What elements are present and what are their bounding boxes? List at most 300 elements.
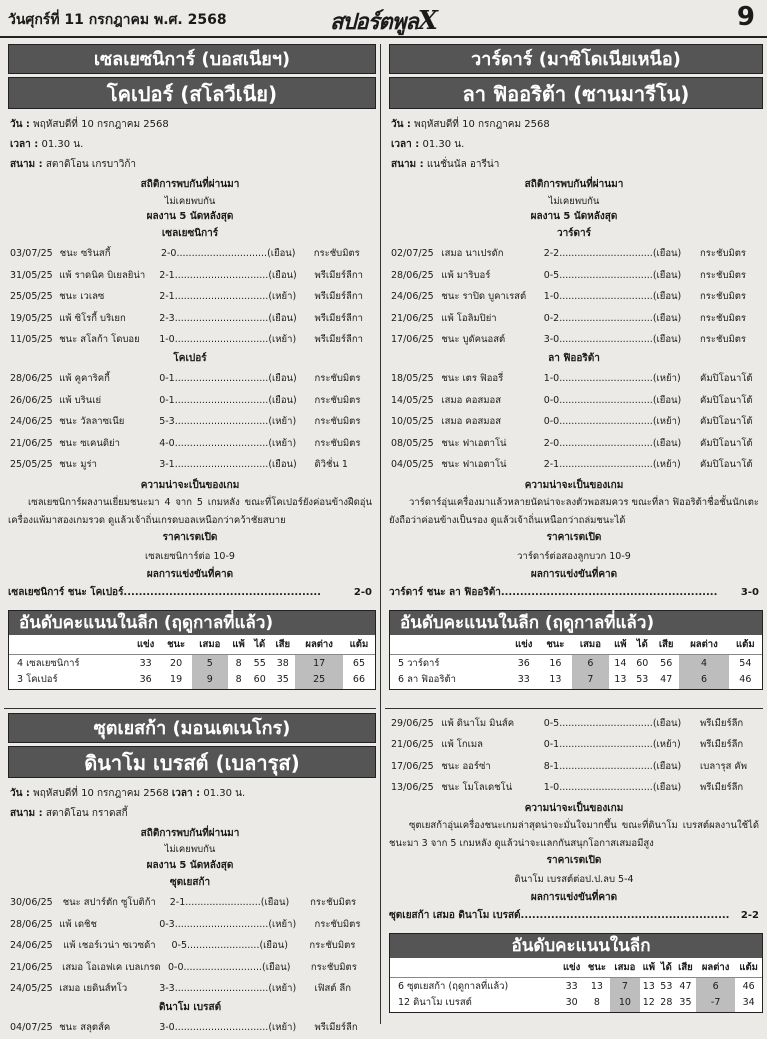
result-date: 21/06/25 (10, 961, 53, 973)
analysis-text: ซุตเยสก้าอุ่นเครื่องชนะเกมล่าสุดน่าจะมั่นใจมากขึ้น ขณะที่ดินาโม เบรสต์ผลงานใช้ได้ชนะมา 3 จาก 5 เกมหลัง ดูแล้วน่าจะแลกกันสนุกโอกาสเสมอมีสูง (389, 820, 759, 850)
result-competition: พรีเมียร์ลีก (700, 782, 744, 794)
analysis-text: วาร์ดาร์อุ่นเครื่องมาแล้วหลายนัดน่าจะลงตัวพอสมควร ขณะที่ลา ฟิออริต้าชื่อชั้นนักเตะยังถือว่าค่อนข้างเป็นรอง ดูแล้วเจ้าถิ่นเหนือกว่าถล่มชนะได้ (389, 497, 759, 527)
result-result: แพ้ มาริบอร์ (441, 269, 491, 281)
page-header (0, 0, 767, 38)
result-result: แพ้ ซิโรกี้ บริเยก (59, 312, 126, 324)
table-cell: 12 ดินาโม เบรสต์ (398, 997, 472, 1009)
table-cell: 4 (679, 655, 728, 672)
result-date: 26/06/25 (10, 394, 53, 406)
column-header: แข่ง (559, 958, 584, 978)
result-row (4, 914, 376, 936)
result-venue: (เหย้า) (652, 739, 681, 751)
result-competition: พรีเมียร์ลีกา (314, 334, 363, 346)
table-cell: 6 (572, 655, 610, 672)
results-list (4, 368, 376, 476)
result-result: เสมอ เยดินส์ทโว (59, 983, 128, 995)
table-cell: 3 โคเปอร์ (17, 674, 58, 686)
result-venue: (เหย้า) (652, 459, 681, 471)
result-date: 31/05/25 (10, 269, 53, 281)
prediction-title: ผลการแข่งขันที่คาด (530, 891, 618, 903)
results-list (385, 713, 763, 799)
table-cell: 20 (170, 657, 183, 669)
result-date: 21/06/25 (391, 739, 434, 751)
result-venue: (เยือน) (268, 394, 297, 406)
result-competition: คัมปิโอนาโต้ (700, 437, 753, 449)
table-cell: 7 (572, 672, 610, 689)
result-competition: คัมปิโอนาโต้ (700, 373, 753, 385)
league-banner: วาร์ดาร์ (มาซิโดเนียเหนือ) (389, 44, 763, 74)
table-cell: 16 (549, 657, 562, 669)
result-venue: (เยือน) (267, 248, 296, 260)
table-cell: 13 (614, 674, 627, 686)
result-date: 04/05/25 (391, 459, 434, 471)
match-info: วัน : พฤหัสบดีที่ 10 กรกฎาคม 2568 เวลา : 01.30 น. สนาม : แนชั่นนัล อารีน่า (391, 119, 550, 170)
result-result: ชนะ โมโลเดชโน่ (441, 782, 513, 794)
table-cell: 36 (517, 657, 530, 669)
result-venue: (เยือน) (652, 334, 682, 346)
result-competition: พรีเมียร์ลีก (700, 739, 744, 751)
table-cell: 53 (660, 980, 673, 992)
result-row (4, 411, 376, 433)
result-venue: (เยือน) (652, 291, 682, 303)
page-number: 9 (736, 2, 755, 32)
result-venue: (เยือน) (652, 760, 682, 772)
result-score: 2-0.............................. (160, 248, 268, 260)
prediction-title: ผลการแข่งขันที่คาด (146, 568, 234, 580)
analysis-title: ความน่าจะเป็นของเกม (140, 479, 240, 491)
result-row (4, 265, 376, 287)
column-header (390, 958, 559, 978)
result-score: 0-3............................... (159, 918, 269, 930)
result-result: แพ้ คูคาริคกี้ (59, 373, 110, 385)
result-date: 21/06/25 (391, 312, 434, 324)
table-cell: 38 (276, 657, 289, 669)
column-header: ผลต่าง (696, 958, 735, 978)
table-cell: -7 (696, 995, 735, 1012)
odds-text: วาร์ดาร์ต่อสองลูกบวก 10-9 (517, 550, 631, 562)
result-date: 28/06/25 (10, 918, 53, 930)
result-row (385, 368, 763, 390)
result-score: 0-5............................... (543, 717, 653, 729)
result-score: 5-3............................... (159, 416, 269, 428)
result-venue: (เยือน) (262, 961, 291, 973)
result-score: 4-0............................... (159, 437, 269, 449)
prediction-title: ผลการแข่งขันที่คาด (530, 568, 618, 580)
table-cell: 65 (352, 657, 365, 669)
result-venue: (เยือน) (652, 437, 682, 449)
h2h-title: สถิติการพบกันที่ผ่านมา (524, 179, 624, 190)
result-result: ชนะ ฟาเอตาโน่ (441, 459, 507, 471)
analysis-title: ความน่าจะเป็นของเกม (524, 479, 624, 491)
table-cell: 10 (610, 995, 640, 1012)
result-competition: กระชับมิตร (309, 940, 356, 952)
prediction: วาร์ดาร์ ชนะ ลา ฟิออริต้า......................................................... 3-0 (389, 587, 759, 599)
result-competition: คัมปิโอนาโต้ (700, 459, 753, 471)
result-result: แพ้ โอลิมปิย่า (441, 312, 497, 324)
league-banner: เซลเยซนิการ์ (บอสเนียฯ) (8, 44, 376, 74)
result-score: 2-1............................... (159, 269, 269, 281)
result-row (385, 734, 763, 756)
table-cell: 6 (679, 672, 728, 689)
table-row (390, 655, 762, 672)
match-time: 01.30 น. (41, 139, 84, 150)
column-header: เสีย (653, 635, 679, 655)
table-cell: 47 (679, 980, 692, 992)
result-row (385, 713, 763, 735)
result-score: 0-5............................... (543, 269, 653, 281)
column-header: เสมอ (572, 635, 610, 655)
result-score: 2-0............................... (543, 437, 653, 449)
table-cell: 14 (614, 657, 627, 669)
result-competition: กระชับมิตร (310, 961, 357, 973)
table-cell: 56 (660, 657, 673, 669)
odds-text: ดินาโม เบรสต์ต่อป.ป.ลบ 5-4 (514, 873, 634, 885)
table-cell: 34 (742, 997, 755, 1009)
team-heading: วาร์ดาร์ (556, 227, 592, 239)
table-row (9, 655, 375, 672)
table-cell: 55 (253, 657, 266, 669)
result-row (385, 756, 763, 778)
result-row (385, 411, 763, 433)
result-venue: (เยือน) (268, 312, 297, 324)
result-competition: คัมปิโอนาโต้ (700, 416, 753, 428)
table-cell: 8 (235, 657, 242, 669)
column-header: แพ้ (640, 958, 658, 978)
column-header: แข่ง (508, 635, 539, 655)
column-header: เสีย (270, 635, 295, 655)
result-date: 24/05/25 (10, 983, 53, 995)
result-row (4, 433, 376, 455)
league-banner: ซุตเยสก้า (มอนเตเนโกร) (8, 713, 376, 743)
result-venue: (เยือน) (652, 782, 682, 794)
result-score: 0-0.......................... (167, 961, 262, 973)
result-competition: กระชับมิตร (700, 291, 747, 303)
table-cell: 4 เซลเยซนิการ์ (17, 657, 80, 669)
column-header: แต้ม (729, 635, 762, 655)
result-score: 3-1............................... (159, 459, 269, 471)
result-row (4, 892, 376, 914)
h2h-text: ไม่เคยพบกัน (164, 195, 216, 207)
table-cell: 54 (739, 657, 752, 669)
result-row (385, 265, 763, 287)
results-list (4, 1017, 376, 1039)
prediction-score: 2-0 (353, 587, 372, 599)
result-result: ชนะ สลุตส์ค (59, 1022, 111, 1034)
result-venue: (เยือน) (652, 248, 682, 260)
table-cell: 36 (139, 674, 152, 686)
result-competition: กระชับมิตร (314, 416, 361, 428)
table-row (9, 672, 375, 689)
table-cell: 25 (295, 672, 343, 689)
result-venue: (เหย้า) (268, 918, 297, 930)
column-header (9, 635, 131, 655)
match-banner: ลา ฟิออริต้า (ซานมารีโน) (389, 77, 763, 109)
result-venue: (เหย้า) (652, 373, 681, 385)
result-date: 25/05/25 (10, 459, 53, 471)
result-score: 0-0............................... (543, 416, 653, 428)
match-banner: ดินาโม เบรสต์ (เบลารุส) (8, 746, 376, 778)
result-venue: (เหย้า) (268, 437, 297, 449)
table-cell: 46 (742, 980, 755, 992)
table-cell: 33 (517, 674, 530, 686)
table-cell: 13 (590, 980, 603, 992)
result-score: 1-0............................... (159, 334, 269, 346)
result-row (385, 390, 763, 412)
result-row (4, 243, 376, 265)
column-header: แต้ม (343, 635, 375, 655)
table-cell: 28 (660, 997, 673, 1009)
result-date: 17/06/25 (391, 334, 434, 346)
table-cell: 9 (192, 672, 228, 689)
result-date: 08/05/25 (391, 437, 434, 449)
result-competition: เบลารุส คัพ (700, 760, 748, 772)
result-score: 8-1............................... (543, 760, 653, 772)
result-competition: กระชับมิตร (700, 334, 747, 346)
table-cell: 19 (170, 674, 183, 686)
result-venue: (เหย้า) (268, 1022, 297, 1034)
result-date: 25/05/25 (10, 291, 53, 303)
result-row (385, 243, 763, 265)
result-row (4, 454, 376, 476)
result-result: ชนะ สปาร์ตัก ซูโบติก้า (62, 897, 156, 909)
match-banner: โคเปอร์ (สโลวีเนีย) (8, 77, 376, 109)
last5-title: ผลงาน 5 นัดหลังสุด (530, 211, 618, 223)
result-row (385, 308, 763, 330)
prediction: ซุตเยสก้า เสมอ ดินาโม เบรสต์....................................................... 2-2 (389, 910, 759, 922)
result-score: 3-0............................... (543, 334, 653, 346)
result-score: 0-1............................... (159, 373, 269, 385)
analysis-text: เซลเยซนิการ์ผลงานเยี่ยมชนะมา 4 จาก 5 เกมหลัง ขณะที่โคเปอร์ยังค่อนข้างฝืดอุ่นเครื่องแพ้มาสองเกมรวด ดูแล้วเจ้าถิ่นเกรดบอลเหนือกว่าคว้าชัยสบาย (8, 497, 372, 527)
table-cell: 5 (192, 655, 228, 672)
result-competition: พรีเมียร์ลีกา (314, 312, 363, 324)
h2h-text: ไม่เคยพบกัน (164, 844, 216, 856)
column-header: ชนะ (539, 635, 571, 655)
result-competition: กระชับมิตร (700, 248, 747, 260)
result-row (385, 286, 763, 308)
result-date: 24/06/25 (10, 416, 53, 428)
result-venue: (เยือน) (652, 312, 682, 324)
team-heading: ลา ฟิออริต้า (548, 352, 600, 364)
result-row (385, 454, 763, 476)
result-score: 2-1............................... (543, 459, 653, 471)
issue-date: วันศุกร์ที่ 11 กรกฎาคม พ.ศ. 2568 (8, 12, 227, 28)
table-cell: 7 (610, 978, 640, 995)
result-score: 1-0............................... (543, 291, 653, 303)
standings-title: อันดับคะแนนในลีก (ฤดูกาลที่แล้ว) (390, 611, 762, 635)
result-score: 1-0............................... (543, 782, 653, 794)
table-cell: 8 (235, 674, 242, 686)
table-row (390, 978, 762, 995)
result-score: 0-1............................... (159, 394, 269, 406)
table-cell: 60 (253, 674, 266, 686)
result-date: 02/07/25 (391, 248, 434, 260)
result-row (4, 390, 376, 412)
result-score: 0-1............................... (543, 739, 653, 751)
table-cell: 46 (739, 674, 752, 686)
odds-title: ราคาเรตเปิด (546, 532, 602, 544)
result-row (385, 329, 763, 351)
left-column (4, 44, 376, 1039)
match-info: วัน : พฤหัสบดีที่ 10 กรกฎาคม 2568 เวลา : 01.30 น. สนาม : สตาดิโอน เกรบาวิก้า (10, 119, 169, 170)
odds-text: เซลเยซนิการ์ต่อ 10-9 (145, 550, 235, 562)
result-competition: กระชับมิตร (313, 248, 360, 260)
table-cell: 6 ซุตเยสก้า (ฤดูกาลที่แล้ว) (398, 980, 509, 992)
match-venue: สตาดิโอน เกรบาวิก้า (45, 159, 137, 170)
odds-title: ราคาเรตเปิด (546, 855, 602, 867)
result-competition: พรีเมียร์ลีกา (314, 269, 363, 281)
result-date: 19/05/25 (10, 312, 53, 324)
result-date: 13/06/25 (391, 782, 434, 794)
brand-logo: สปอร์ตพูลX (330, 6, 437, 36)
results-list (385, 243, 763, 351)
table-cell: 35 (679, 997, 692, 1009)
result-score: 0-2............................... (543, 312, 653, 324)
result-score: 3-0............................... (159, 1022, 269, 1034)
result-result: ชนะ มูร่า (59, 459, 97, 471)
result-result: เสมอ โอเอฟเค เบลเกรด (62, 961, 161, 973)
table-cell: 33 (565, 980, 578, 992)
result-row (385, 433, 763, 455)
team-heading: ดินาโม เบรสต์ (158, 1001, 222, 1013)
column-header: ผลต่าง (679, 635, 728, 655)
result-venue: (เยือน) (260, 897, 290, 909)
result-date: 11/05/25 (10, 334, 53, 346)
last5-title: ผลงาน 5 นัดหลังสุด (146, 860, 234, 872)
column-header: แพ้ (228, 635, 249, 655)
result-row (4, 1017, 376, 1039)
result-score: 1-0............................... (543, 373, 653, 385)
result-result: ชนะ ฟาเอตาโน่ (441, 437, 507, 449)
result-result: เสมอ คอสมอส (441, 416, 502, 428)
match-date: พฤหัสบดีที่ 10 กรกฎาคม 2568 (33, 119, 169, 130)
result-venue: (เยือน) (652, 269, 682, 281)
table-cell: 13 (549, 674, 562, 686)
result-venue: (เยือน) (652, 717, 682, 729)
standings-table (8, 610, 376, 690)
result-date: 21/06/25 (10, 437, 53, 449)
result-competition: พรีเมียร์ลีก (314, 1022, 358, 1034)
match-info: วัน : พฤหัสบดีที่ 10 กรกฎาคม 2568 เวลา : 01.30 น. สนาม : สตาดิโอน กราดสกี้ (10, 787, 246, 819)
table-cell: 60 (636, 657, 649, 669)
result-row (4, 308, 376, 330)
result-date: 14/05/25 (391, 394, 434, 406)
result-result: ชนะ ซรินสกี้ (59, 248, 111, 260)
table-cell: 53 (636, 674, 649, 686)
results-list (4, 243, 376, 351)
result-competition: คัมปิโอนาโต้ (700, 394, 753, 406)
result-date: 24/06/25 (10, 940, 53, 952)
result-score: 3-3............................... (159, 983, 269, 995)
results-list (385, 368, 763, 476)
column-header: เสมอ (610, 958, 640, 978)
table-cell: 12 (642, 997, 655, 1009)
result-result: แพ้ โกเมล (441, 739, 483, 751)
standings-title: อันดับคะแนนในลีก (390, 934, 762, 958)
result-score: 2-1............................... (159, 291, 269, 303)
column-header: ได้ (658, 958, 675, 978)
result-score: 0-0............................... (543, 394, 653, 406)
result-competition: กระชับมิตร (314, 918, 361, 930)
column-header: แพ้ (609, 635, 631, 655)
column-header: ได้ (631, 635, 653, 655)
result-date: 04/07/25 (10, 1022, 53, 1034)
result-venue: (เหย้า) (268, 983, 297, 995)
column-divider (380, 44, 381, 1024)
result-score: 2-1......................... (169, 897, 261, 909)
result-venue: (เยือน) (652, 394, 682, 406)
result-row (385, 777, 763, 799)
last5-title: ผลงาน 5 นัดหลังสุด (146, 211, 234, 223)
result-result: ชนะ ออร์ซ่า (441, 760, 491, 772)
table-row (390, 672, 762, 689)
result-competition: กระชับมิตร (314, 437, 361, 449)
result-result: แพ้ บรินเย่ (59, 394, 102, 406)
table-cell: 5 วาร์ดาร์ (398, 657, 440, 669)
table-cell: 66 (352, 674, 365, 686)
result-date: 18/05/25 (391, 373, 434, 385)
right-column (385, 44, 763, 1013)
result-result: แพ้ ราดนิค บิเยลยิน่า (59, 269, 146, 281)
team-heading: โคเปอร์ (173, 352, 207, 364)
team-heading: เซลเยซนิการ์ (161, 227, 219, 239)
result-score: 2-2............................... (543, 248, 653, 260)
table-cell: 6 ลา ฟิออริต้า (398, 674, 456, 686)
result-competition: กระชับมิตร (700, 269, 747, 281)
result-row (4, 286, 376, 308)
result-result: ชนะ ราปิด บูคาเรสต์ (441, 291, 527, 303)
result-venue: (เยือน) (268, 373, 297, 385)
column-header: แต้ม (735, 958, 762, 978)
result-venue: (เยือน) (268, 269, 297, 281)
result-result: เสมอ คอสมอส (441, 394, 502, 406)
table-cell: 13 (642, 980, 655, 992)
result-result: ชนะ สโลก้า โดบอย (59, 334, 140, 346)
results-list (4, 892, 376, 1000)
result-venue: (เหย้า) (268, 334, 297, 346)
result-result: ชนะ บูดัคนอสต์ (441, 334, 506, 346)
result-row (4, 935, 376, 957)
column-header: ผลต่าง (295, 635, 343, 655)
result-competition: พรีเมียร์ลีก (700, 717, 744, 729)
standings-table (389, 933, 763, 1013)
result-date: 17/06/25 (391, 760, 434, 772)
h2h-text: ไม่เคยพบกัน (548, 195, 600, 207)
result-date: 03/07/25 (10, 248, 53, 260)
result-competition: กระชับมิตร (700, 312, 747, 324)
column-header (390, 635, 508, 655)
result-row (4, 329, 376, 351)
standings-title: อันดับคะแนนในลีก (ฤดูกาลที่แล้ว) (9, 611, 375, 635)
result-date: 28/06/25 (10, 373, 53, 385)
analysis-title: ความน่าจะเป็นของเกม (524, 802, 624, 814)
result-result: ชนะ เวเลซ (59, 291, 105, 303)
result-competition: กระชับมิตร (314, 373, 361, 385)
result-row (4, 957, 376, 979)
result-result: ชนะ ซเคนดิย่า (59, 437, 120, 449)
result-competition: ดิวิชั่น 1 (314, 459, 348, 471)
result-result: เสมอ นาเปรดัก (441, 248, 504, 260)
result-venue: (เหย้า) (268, 416, 297, 428)
prediction: เซลเยซนิการ์ ชนะ โคเปอร์.................................................... 2-0 (8, 587, 372, 599)
column-header: ได้ (249, 635, 270, 655)
result-date: 28/06/25 (391, 269, 434, 281)
table-cell: 17 (295, 655, 343, 672)
h2h-title: สถิติการพบกันที่ผ่านมา (140, 827, 240, 839)
table-row (390, 995, 762, 1012)
table-cell: 6 (696, 978, 735, 995)
result-score: 2-3............................... (159, 312, 269, 324)
column-header: เสมอ (192, 635, 228, 655)
